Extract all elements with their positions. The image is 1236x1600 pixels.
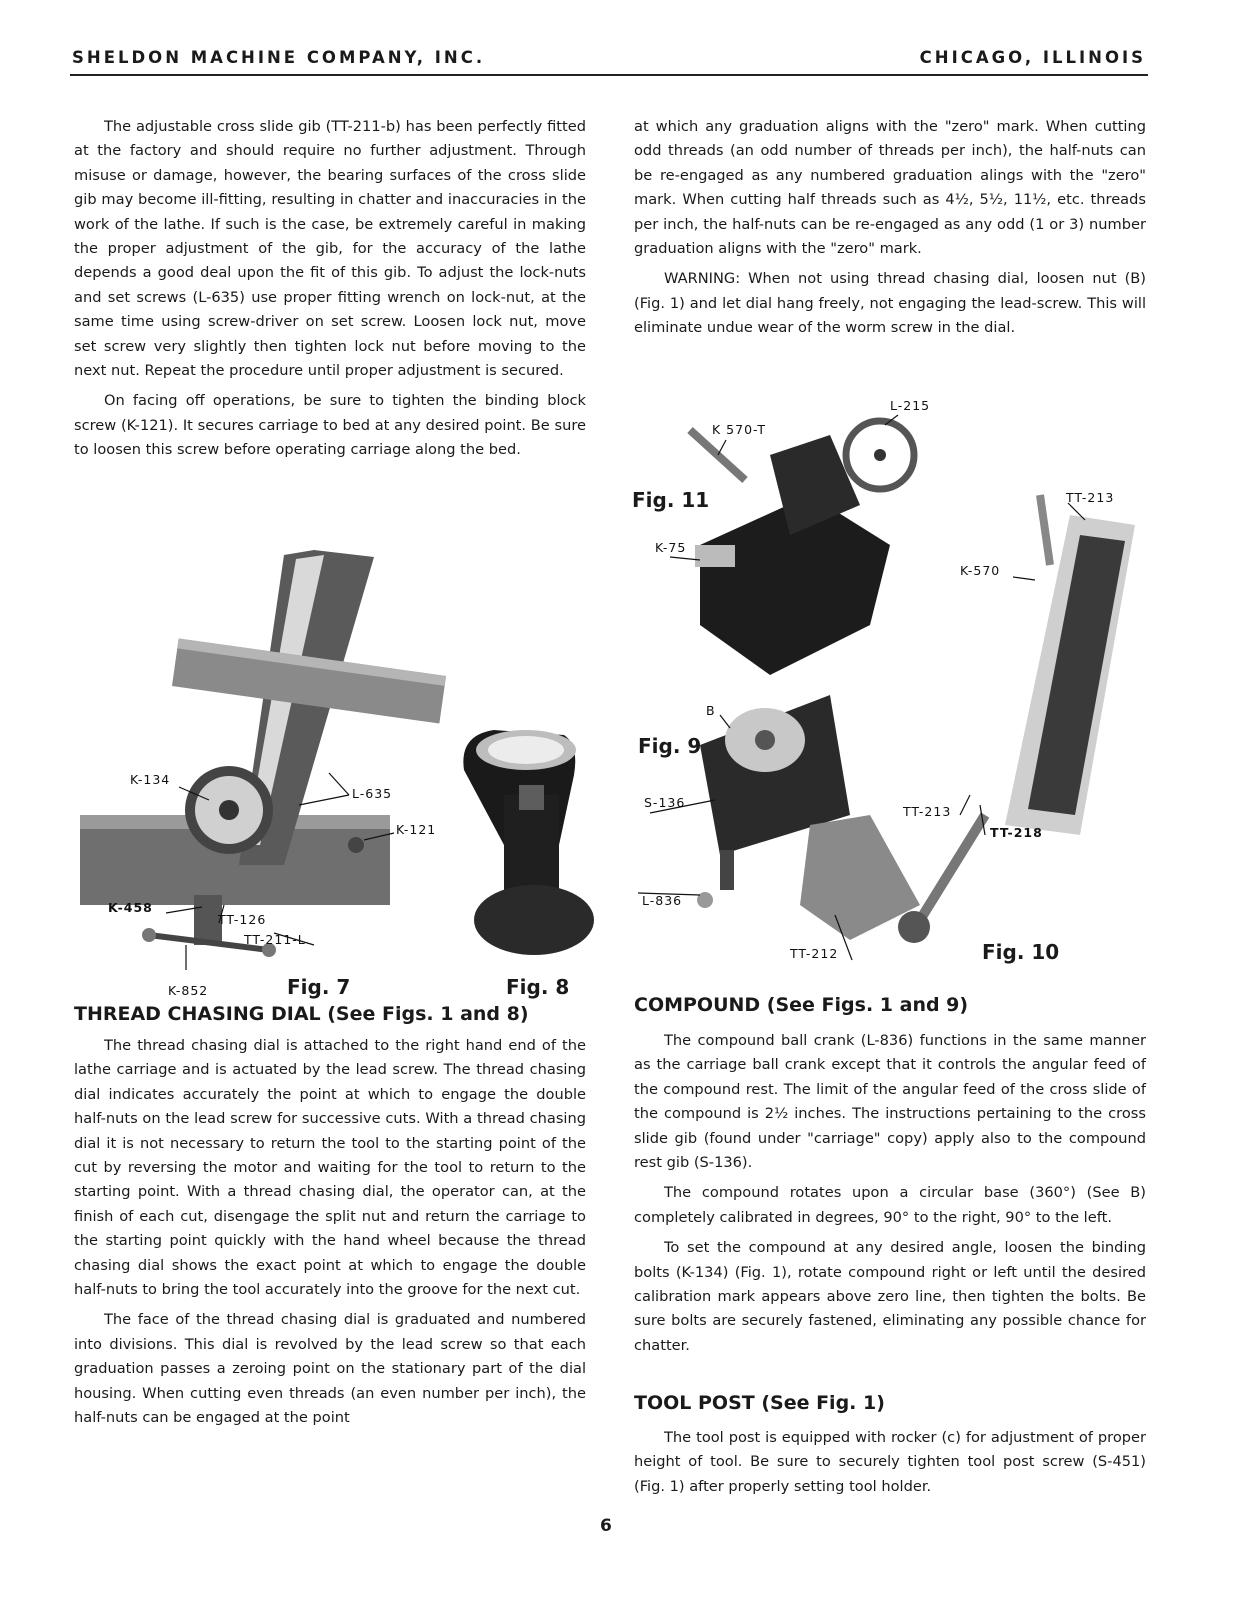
fig10-callout: TT-212	[790, 946, 839, 961]
fig10-callout: TT-213	[903, 804, 952, 819]
right-column-compound	[634, 1029, 1146, 1364]
section-heading-tool-post: TOOL POST (See Fig. 1)	[634, 1392, 885, 1414]
paragraph: WARNING: When not using thread chasing dial, loosen nut (B) (Fig. 1) and let dial hang freely, not engaging the lead-screw. This will eliminate undue wear of the worm screw in the dial.	[634, 270, 1146, 337]
page-header	[72, 48, 1146, 67]
paragraph: at which any graduation aligns with the "zero" mark. When cutting odd threads (an odd number of threads per inch), the half-nuts can be re-engaged as any numbered graduation alings with the "zero" mark. When cutting half threads such as 4½, 5½, 11½, etc. threads per inch, the half-nuts can be re-engaged as any odd (1 or 3) number graduation aligns with the "zero" mark.	[634, 118, 1146, 258]
header-rule	[70, 74, 1148, 76]
fig9-callout: B	[706, 703, 716, 718]
fig11-callout: K 570-T	[712, 422, 767, 437]
fig7-callout: K-121	[396, 822, 437, 837]
fig7-callout: K-852	[168, 983, 209, 998]
fig9-callout: S-136	[644, 795, 686, 810]
paragraph: On facing off operations, be sure to tighten the binding block screw (K-121). It secures carriage to bed at any desired point. Be sure to loosen this screw before operating carriage along the bed.	[74, 392, 586, 459]
fig10-callout: TT-218	[990, 825, 1043, 840]
fig11-callout: K-75	[655, 540, 687, 555]
page-number: 6	[600, 1516, 612, 1536]
left-column-top	[74, 115, 586, 469]
paragraph: The adjustable cross slide gib (TT-211-b) has been perfectly fitted at the factory and should require no further adjustment. Through misuse or damage, however, the bearing surfaces of the cross slide gib may become ill-fitting, resulting in chatter and inaccuracies in the work of the lathe. If such is the case, be extremely careful in making the proper adjustment of the gib, for the accuracy of the lathe depends a good deal upon the fit of this gib. To adjust the lock-nuts and set screws (L-635) use proper fitting wrench on lock-nut, at the same time using screw-driver on set screw. Loosen lock nut, move set screw very slightly then tighten lock nut before moving to the next nut. Repeat the procedure until proper adjustment is secured.	[74, 118, 586, 380]
paragraph: To set the compound at any desired angle, loosen the binding bolts (K-134) (Fig. 1), rotate compound right or left until the desired calibration mark appears above zero line, then tighten the bolts. Be sure bolts are securely fastened, eliminating any possible chance for chatter.	[634, 1239, 1146, 1354]
fig11-label: Fig. 11	[632, 488, 710, 512]
paragraph: The face of the thread chasing dial is graduated and numbered into divisions. This dial is revolved by the lead screw so that each graduation passes a zeroing point on the stationary part of the dial housing. When cutting even threads (an even number per inch), the half-nuts can be engaged at the point	[74, 1311, 586, 1427]
company-name: SHELDON MACHINE COMPANY, INC.	[72, 48, 486, 67]
fig7-callout: K-134	[130, 772, 171, 787]
paragraph: The thread chasing dial is attached to the right hand end of the lathe carriage and is actuated by the lead screw. The thread chasing dial indicates accurately the point at which to engage the double half-nuts on the lead screw for successive cuts. With a thread chasing dial it is not necessary to return the tool to the starting point of the cut by reversing the motor and waiting for the tool to return to the starting point. With a thread chasing dial, the operator can, at the finish of each cut, disengage the split nut and return the carriage to the starting point quickly with the hand wheel because the thread chasing dial shows the exact point at which to engage the double half-nuts to bring the tool accurately into the groove for the next cut.	[74, 1037, 586, 1299]
fig10-callout: TT-213	[1066, 490, 1115, 505]
fig9-label: Fig. 9	[638, 734, 702, 758]
paragraph: The compound rotates upon a circular base (360°) (See B) completely calibrated in degrees, 90° to the right, 90° to the left.	[634, 1184, 1146, 1226]
company-location: CHICAGO, ILLINOIS	[919, 48, 1146, 67]
fig10-callout: K-570	[960, 563, 1001, 578]
left-column-bottom	[74, 1034, 586, 1437]
section-heading-thread-chasing: THREAD CHASING DIAL (See Figs. 1 and 8)	[74, 1003, 529, 1025]
paragraph: The compound ball crank (L-836) functions in the same manner as the carriage ball crank except that it controls the angular feed of the compound rest. The limit of the angular feed of the cross slide of the compound is 2½ inches. The instructions pertaining to the cross slide gib (found under "carriage" copy) apply also to the compound rest gib (S-136).	[634, 1032, 1146, 1172]
fig10-label: Fig. 10	[982, 940, 1060, 964]
fig11-callout: L-215	[890, 398, 931, 413]
right-column-tool-post	[634, 1426, 1146, 1505]
paragraph: The tool post is equipped with rocker (c) for adjustment of proper height of tool. Be sure to securely tighten tool post screw (S-451) (Fig. 1) after properly setting tool holder.	[634, 1429, 1146, 1495]
right-column-top	[634, 115, 1146, 347]
fig9-10-11-photo	[630, 395, 1150, 975]
fig7-callout: L-635	[352, 786, 393, 801]
section-heading-compound: COMPOUND (See Figs. 1 and 9)	[634, 994, 969, 1016]
fig9-callout: L-836	[642, 893, 683, 908]
fig7-callout: TT-211-L	[244, 932, 306, 947]
fig7-label: Fig. 7	[287, 975, 351, 999]
fig7-callout: K-458	[108, 900, 153, 915]
fig7-callout: TT-126	[218, 912, 267, 927]
fig8-label: Fig. 8	[506, 975, 570, 999]
